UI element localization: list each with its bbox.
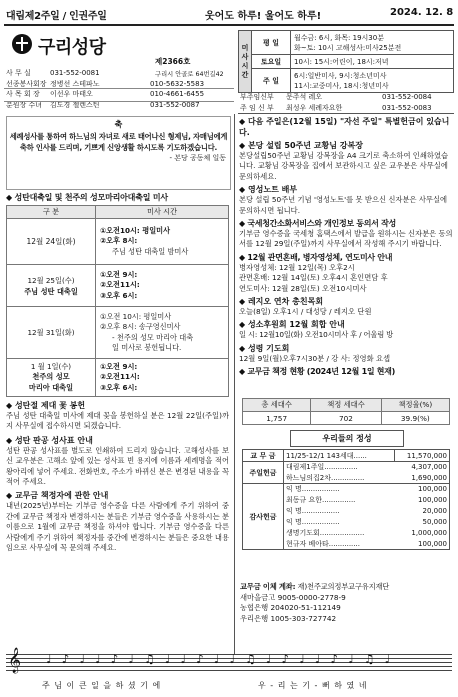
notice-item: ◆ 본당 설립 50주년 교황님 강복장 본당설립50주년 교황님 강복장을 A4 크기로 축소하여 인쇄하였습니다. 교황님 강복장을 집에서 보관하시고 싶은 교우분은 사무실에 문의하세요.: [239, 141, 449, 181]
notice-item: ◆ 교무금 책정 현황 (2024년 12월 1일 현재): [239, 367, 395, 377]
mass-sunday-times: 6시:일반미사, 9시:청소년미사 11시:교중미사, 18시:청년미사: [291, 69, 454, 93]
treble-clef-icon: 𝄞: [8, 648, 22, 673]
christmas-time-cell: ①오전 10시: 평일미사 ②오후 8시: 송구영신미사 - 천주의 성모 마리아 대축 일 미사로 봉헌됩니다.: [96, 307, 229, 359]
offerings-table: 교 무 금 11/25-12/1 143세대...... 11,570,000 주일헌금 대림제1주일............... 4,307,000 하느님의집2차............... 1,690,000 감사헌금 익 명................. 100,000 최동규 요한............... 100,000 익 명................. 20,000 익 명................. 50,000 생명기도회.................... 1,000,000 현규자 베아타.............. 100,000: [242, 449, 450, 550]
notice-item: ◆ 레지오 연차 총친목회 오늘(8일) 오후1시 / 대성당 / 레지오 단원: [239, 297, 372, 317]
offerings-title: 우리들의 정성: [290, 430, 404, 447]
greeting-box: [6, 116, 231, 190]
notice-item: ◆ 성령 기도회 12월 9일(월)오후7시30분 / 강 사: 정영화 요셉: [239, 343, 391, 363]
parish-address: 구리시 안골로 64번길42: [155, 71, 224, 78]
notice-item: ◆ 영성노트 배부 본당 설립 50주년 기념 '영성노트'를 못 받으신 신자분은 사무실에 문의하시면 됩니다.: [239, 185, 448, 215]
mass-weekday-times: 월수금: 6시, 화목: 19시30분 화~토: 10시 고해성사:미사25분전: [291, 31, 454, 55]
notice-item: ◆ 국세청간소화서비스와 개인정보 동의서 작성 기부금 영수증을 국세청 홈택스에서 발급을 원하시는 신자분은 동의서를 12월 29일(주일)까지 사무실에서 작성해 주시기 바랍니다.: [239, 219, 453, 249]
greeting-text: 세례성사를 통하여 하느님의 자녀로 새로 태어나신 형제님, 자매님에게 축하 인사를 드리며, 기쁘게 신앙생활 하시도록 기도하겠습니다.: [9, 132, 228, 152]
notice-item: ◆ 성탄절 제대 꽃 봉헌 주님 성탄 대축일 미사에 제대 꽃을 봉헌하실 분은 12월 22일(주일)까지 사무실에 접수하시면 되겠습니다.: [6, 401, 229, 431]
christmas-section-title: ◆ 성탄대축일 및 천주의 성모마리아대축일 미사: [6, 193, 168, 202]
church-logo-icon: [12, 34, 32, 54]
notice-item: ◆ 12월 관면혼배, 병자영성체, 연도미사 안내 병자영성체: 12월 12일(목) 오후2시 관면혼배: 12월 14일(토) 오후4시 혼인면담 후 연도미사: 12월 28일(토) 오전10시미사: [239, 252, 393, 293]
parish-contacts: [6, 68, 236, 110]
priest-contacts: [240, 92, 454, 114]
header-left: 대림제2주일 / 인권주일: [6, 11, 107, 22]
mass-day-sunday: 주 일: [252, 69, 291, 93]
column-divider: [234, 114, 235, 654]
christmas-date-cell: 12월 25일(수) 주님 성탄 대축일: [7, 265, 96, 307]
contact-row: 선종봉사회장 정병선 스테파노 010-5632-5583: [6, 79, 205, 88]
contribution-status-table: 총 세대수 책정 세대수 책정율(%) 1,757 702 39.9(%): [242, 398, 450, 425]
music-staff: [6, 648, 452, 674]
greeting-signature: - 본당 공동체 일동: [169, 154, 226, 162]
christmas-date-cell: 12월 31일(화): [7, 307, 96, 359]
header-rule: [4, 24, 454, 26]
notice-item: ◆ 다음 주일은(12월 15일) "자선 주일" 특별헌금이 있습니다.: [239, 117, 450, 137]
mass-day-saturday: 토요일: [252, 55, 291, 69]
mass-times-table: [238, 30, 454, 93]
header-center: 웃어도 하루! 울어도 하루!: [205, 11, 322, 22]
right-notices: [239, 116, 453, 377]
contact-row: 사 무 실 031-552-0081: [6, 69, 100, 77]
notice-item: ◆ 성탄 판공 성사표 안내 성탄 판공 성사표를 별도로 인쇄하여 드리지 않습니다. 고해성사를 보신 교우분은 고해소 앞에 있는 성사표 빈 용지에 이름과 세례명을 적어 왕아리에 넣어 주세요. 전화번호, 주소가 바뀌신 분은 변경된 내용을 꼭 적어 주세요.: [6, 435, 229, 487]
parish-name: 구리성당: [38, 37, 106, 58]
left-notices: [6, 400, 229, 553]
bank-accounts: 교무금 이체 계좌: 재)천주교의정부교구유지재단 새마을금고 9005-0000-2778-9 농협은행 204020-51-112149 우리은행 1005-303-727742: [240, 582, 390, 623]
greeting-ornament: 축: [114, 120, 123, 129]
col-time-header: 미사 시간: [96, 206, 229, 219]
notice-item: ◆ 교무금 책정자에 관한 안내 내년(2025년)부터는 기부금 영수증을 다른 사람에게 주기 위하여 중간에 교무금 책정자 변경하시는 분들은 기부금 영수증을 사용하시는 분 이름으로 1월에 교무금 책정을 하셔야 합니다. 기부금 영수증을 다른 사람에게 주기 위하여 책정자를 중간에 변경하시는 분들은 중요한 내용임으로 사무실에 꼭 문의해 주세요.: [6, 491, 229, 553]
mass-day-weekday: 평 일: [252, 31, 291, 55]
header-date: 2024. 12. 8: [390, 7, 454, 18]
music-notes-icon: ♩♪♩♩♪♩♫♩♩♪♩♩♫♩♪♩♩♪♩♫♩: [46, 652, 401, 666]
christmas-date-cell: 1 월 1일(수) 천주의 성모 마리아 대축일: [7, 359, 96, 397]
staff-row: 주 임 신 부 최성우 세례자요한 031-552-0083: [240, 104, 432, 112]
notice-item: ◆ 성소후원회 12월 회합 안내 일 시: 12월10일(화) 오전10시미사 후 / 어울림 방: [239, 320, 394, 340]
issue-number: 제2366호: [155, 57, 191, 66]
mass-side-label: 미사시간: [239, 31, 252, 93]
contact-row: 분원장 수녀 김도경 젤렌스틴 031-552-0087: [6, 100, 200, 109]
col-date-header: 구 분: [7, 206, 96, 219]
footer-lyrics-left: 주 님 이 큰 일 을 하 셨 기 에: [42, 681, 162, 690]
mass-saturday-times: 10시: 15시:어린이, 18시:저녁: [291, 55, 454, 69]
christmas-time-cell: ①오전10시: 평일미사 ②오후 8시: 주님 성탄 대축일 밤미사: [96, 219, 229, 265]
christmas-time-cell: ①오전 9시: ②오전11시: ③오후 6시:: [96, 265, 229, 307]
christmas-time-cell: ①오전 9시: ②오전11시: ③오후 6시:: [96, 359, 229, 397]
christmas-mass-table: [6, 205, 229, 397]
contact-row: 사 목 회 장 이선우 마태오 010-4661-6455: [6, 90, 205, 98]
staff-row: 부주임신부 문주석 레오 031-552-0084: [240, 93, 432, 101]
christmas-date-cell: 12월 24일(화): [7, 219, 96, 265]
footer-lyrics-right: 우 - 리 는 기 - 뻐 하 였 네: [258, 681, 368, 690]
